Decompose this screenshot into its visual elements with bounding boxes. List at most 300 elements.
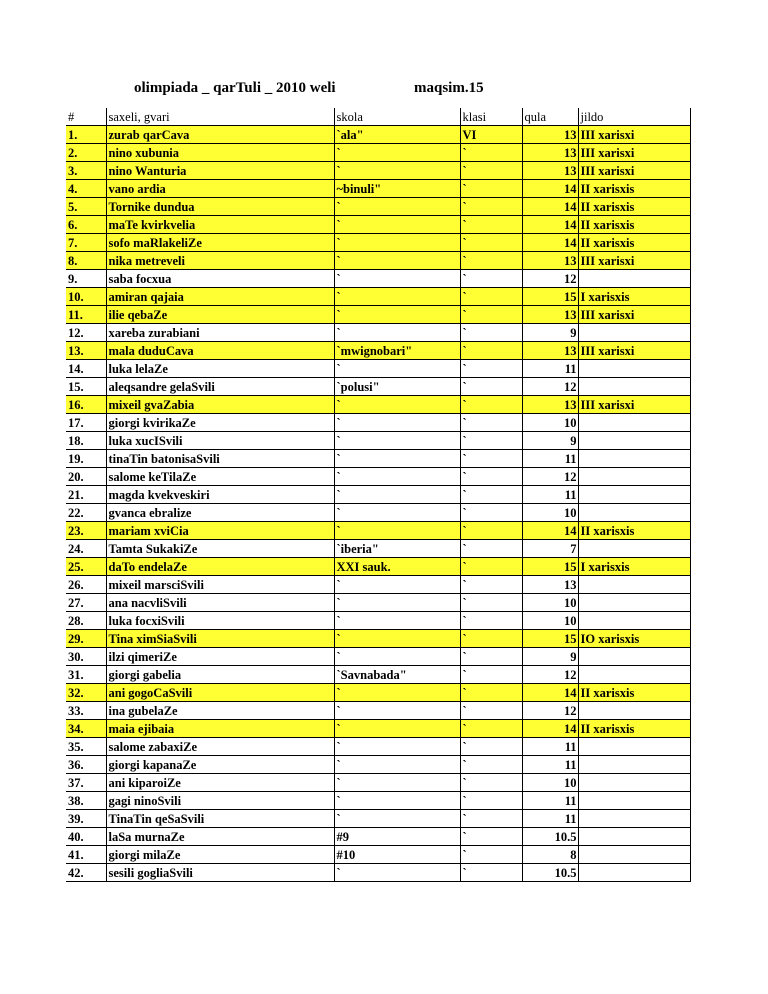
row-number: 22.: [66, 504, 106, 522]
award-level: [578, 756, 690, 774]
class-grade: `: [460, 702, 522, 720]
school-name: `: [334, 648, 460, 666]
class-grade: `: [460, 252, 522, 270]
school-name: ~binuli": [334, 180, 460, 198]
class-grade: `: [460, 450, 522, 468]
student-name: tinaTin batonisaSvili: [106, 450, 334, 468]
score-value: 13: [522, 576, 578, 594]
student-name: gvanca ebralize: [106, 504, 334, 522]
row-number: 39.: [66, 810, 106, 828]
student-name: luka focxiSvili: [106, 612, 334, 630]
row-number: 27.: [66, 594, 106, 612]
school-name: `: [334, 486, 460, 504]
table-row: [66, 180, 690, 198]
class-grade: `: [460, 684, 522, 702]
row-number: 30.: [66, 648, 106, 666]
row-number: 10.: [66, 288, 106, 306]
table-row: [66, 414, 690, 432]
score-value: 9: [522, 432, 578, 450]
award-level: [578, 846, 690, 864]
award-level: [578, 576, 690, 594]
score-value: 11: [522, 738, 578, 756]
class-grade: `: [460, 504, 522, 522]
score-value: 14: [522, 684, 578, 702]
table-row: [66, 396, 690, 414]
results-table: [66, 108, 691, 882]
score-value: 11: [522, 360, 578, 378]
school-name: `: [334, 864, 460, 882]
row-number: 41.: [66, 846, 106, 864]
class-grade: `: [460, 828, 522, 846]
school-name: `: [334, 612, 460, 630]
award-level: [578, 666, 690, 684]
student-name: ilzi qimeriZe: [106, 648, 334, 666]
score-value: 15: [522, 630, 578, 648]
school-name: `: [334, 594, 460, 612]
award-level: III xarisxi: [578, 342, 690, 360]
award-level: [578, 810, 690, 828]
table-row: [66, 810, 690, 828]
table-row: [66, 360, 690, 378]
class-grade: `: [460, 774, 522, 792]
school-name: `: [334, 450, 460, 468]
score-value: 8: [522, 846, 578, 864]
col-score-header: qula: [522, 108, 578, 126]
table-row: [66, 468, 690, 486]
student-name: mixeil gvaZabia: [106, 396, 334, 414]
score-value: 12: [522, 666, 578, 684]
row-number: 31.: [66, 666, 106, 684]
award-level: [578, 450, 690, 468]
row-number: 16.: [66, 396, 106, 414]
class-grade: `: [460, 756, 522, 774]
row-number: 18.: [66, 432, 106, 450]
row-number: 15.: [66, 378, 106, 396]
table-row: [66, 198, 690, 216]
school-name: `: [334, 792, 460, 810]
class-grade: `: [460, 630, 522, 648]
table-row: [66, 432, 690, 450]
student-name: mixeil marsciSvili: [106, 576, 334, 594]
award-level: [578, 414, 690, 432]
student-name: salome keTilaZe: [106, 468, 334, 486]
school-name: `Savnabada": [334, 666, 460, 684]
school-name: #9: [334, 828, 460, 846]
table-row: [66, 162, 690, 180]
class-grade: `: [460, 864, 522, 882]
table-row: [66, 630, 690, 648]
class-grade: `: [460, 576, 522, 594]
award-level: [578, 486, 690, 504]
score-value: 11: [522, 486, 578, 504]
table-row: [66, 666, 690, 684]
score-value: 13: [522, 252, 578, 270]
award-level: [578, 828, 690, 846]
class-grade: `: [460, 594, 522, 612]
student-name: nino xubunia: [106, 144, 334, 162]
class-grade: `: [460, 810, 522, 828]
table-row: [66, 342, 690, 360]
award-level: [578, 378, 690, 396]
row-number: 32.: [66, 684, 106, 702]
award-level: [578, 324, 690, 342]
award-level: III xarisxi: [578, 144, 690, 162]
class-grade: `: [460, 378, 522, 396]
award-level: III xarisxi: [578, 306, 690, 324]
school-name: `: [334, 252, 460, 270]
score-value: 9: [522, 324, 578, 342]
class-grade: `: [460, 216, 522, 234]
award-level: II xarisxis: [578, 216, 690, 234]
score-value: 14: [522, 180, 578, 198]
award-level: II xarisxis: [578, 198, 690, 216]
row-number: 26.: [66, 576, 106, 594]
row-number: 6.: [66, 216, 106, 234]
award-level: I xarisxis: [578, 558, 690, 576]
class-grade: `: [460, 558, 522, 576]
award-level: [578, 360, 690, 378]
class-grade: `: [460, 846, 522, 864]
award-level: IO xarisxis: [578, 630, 690, 648]
school-name: `: [334, 288, 460, 306]
row-number: 36.: [66, 756, 106, 774]
row-number: 20.: [66, 468, 106, 486]
table-row: [66, 792, 690, 810]
row-number: 34.: [66, 720, 106, 738]
table-row: [66, 864, 690, 882]
row-number: 37.: [66, 774, 106, 792]
class-grade: `: [460, 198, 522, 216]
table-row: [66, 612, 690, 630]
school-name: `: [334, 216, 460, 234]
award-level: [578, 792, 690, 810]
score-value: 10: [522, 612, 578, 630]
row-number: 25.: [66, 558, 106, 576]
class-grade: `: [460, 342, 522, 360]
school-name: `iberia": [334, 540, 460, 558]
class-grade: `: [460, 720, 522, 738]
school-name: `: [334, 432, 460, 450]
student-name: Tina ximSiaSvili: [106, 630, 334, 648]
student-name: maia ejibaia: [106, 720, 334, 738]
award-level: [578, 540, 690, 558]
table-row: [66, 144, 690, 162]
col-name-header: saxeli, gvari: [106, 108, 334, 126]
col-class-header: klasi: [460, 108, 522, 126]
table-row: [66, 648, 690, 666]
class-grade: `: [460, 324, 522, 342]
school-name: `: [334, 684, 460, 702]
student-name: laSa murnaZe: [106, 828, 334, 846]
table-row: [66, 378, 690, 396]
school-name: `: [334, 144, 460, 162]
row-number: 5.: [66, 198, 106, 216]
score-value: 15: [522, 558, 578, 576]
row-number: 13.: [66, 342, 106, 360]
student-name: luka xucISvili: [106, 432, 334, 450]
class-grade: `: [460, 288, 522, 306]
student-name: ani kiparoiZe: [106, 774, 334, 792]
row-number: 3.: [66, 162, 106, 180]
class-grade: `: [460, 468, 522, 486]
table-row: [66, 504, 690, 522]
award-level: II xarisxis: [578, 180, 690, 198]
award-level: [578, 864, 690, 882]
student-name: nino Wanturia: [106, 162, 334, 180]
class-grade: `: [460, 648, 522, 666]
award-level: III xarisxi: [578, 126, 690, 144]
score-value: 11: [522, 810, 578, 828]
table-row: [66, 756, 690, 774]
col-award-header: jildo: [578, 108, 690, 126]
score-value: 13: [522, 126, 578, 144]
student-name: maTe kvirkvelia: [106, 216, 334, 234]
row-number: 1.: [66, 126, 106, 144]
row-number: 17.: [66, 414, 106, 432]
class-grade: `: [460, 738, 522, 756]
score-value: 10.5: [522, 864, 578, 882]
student-name: xareba zurabiani: [106, 324, 334, 342]
score-value: 13: [522, 162, 578, 180]
class-grade: `: [460, 486, 522, 504]
award-level: II xarisxis: [578, 522, 690, 540]
row-number: 8.: [66, 252, 106, 270]
student-name: TinaTin qeSaSvili: [106, 810, 334, 828]
score-value: 11: [522, 792, 578, 810]
score-value: 13: [522, 306, 578, 324]
student-name: zurab qarCava: [106, 126, 334, 144]
school-name: `: [334, 504, 460, 522]
row-number: 21.: [66, 486, 106, 504]
school-name: `: [334, 360, 460, 378]
table-row: [66, 252, 690, 270]
award-level: [578, 738, 690, 756]
row-number: 4.: [66, 180, 106, 198]
score-value: 14: [522, 198, 578, 216]
row-number: 7.: [66, 234, 106, 252]
score-value: 14: [522, 234, 578, 252]
class-grade: `: [460, 306, 522, 324]
score-value: 7: [522, 540, 578, 558]
student-name: ina gubelaZe: [106, 702, 334, 720]
school-name: XXI sauk.: [334, 558, 460, 576]
award-level: II xarisxis: [578, 720, 690, 738]
student-name: giorgi kvirikaZe: [106, 414, 334, 432]
score-value: 14: [522, 720, 578, 738]
table-row: [66, 558, 690, 576]
class-grade: `: [460, 792, 522, 810]
school-name: `: [334, 198, 460, 216]
class-grade: VI: [460, 126, 522, 144]
school-name: `: [334, 468, 460, 486]
score-value: 10: [522, 414, 578, 432]
table-row: [66, 720, 690, 738]
student-name: giorgi kapanaZe: [106, 756, 334, 774]
student-name: magda kvekveskiri: [106, 486, 334, 504]
row-number: 33.: [66, 702, 106, 720]
student-name: saba focxua: [106, 270, 334, 288]
class-grade: `: [460, 396, 522, 414]
school-name: `: [334, 270, 460, 288]
school-name: `: [334, 630, 460, 648]
row-number: 35.: [66, 738, 106, 756]
student-name: mala duduCava: [106, 342, 334, 360]
school-name: `: [334, 396, 460, 414]
school-name: `: [334, 576, 460, 594]
school-name: `ala": [334, 126, 460, 144]
row-number: 19.: [66, 450, 106, 468]
score-value: 12: [522, 702, 578, 720]
score-value: 9: [522, 648, 578, 666]
table-row: [66, 450, 690, 468]
score-value: 10: [522, 774, 578, 792]
class-grade: `: [460, 234, 522, 252]
row-number: 29.: [66, 630, 106, 648]
max-score-label: maqsim.15: [414, 80, 484, 96]
score-value: 12: [522, 270, 578, 288]
row-number: 40.: [66, 828, 106, 846]
school-name: `mwignobari": [334, 342, 460, 360]
student-name: aleqsandre gelaSvili: [106, 378, 334, 396]
col-number-header: #: [66, 108, 106, 126]
student-name: nika metreveli: [106, 252, 334, 270]
award-level: [578, 648, 690, 666]
table-row: [66, 828, 690, 846]
student-name: sofo maRlakeliZe: [106, 234, 334, 252]
student-name: giorgi gabelia: [106, 666, 334, 684]
score-value: 14: [522, 522, 578, 540]
school-name: `: [334, 234, 460, 252]
table-row: [66, 522, 690, 540]
student-name: ani gogoCaSvili: [106, 684, 334, 702]
row-number: 42.: [66, 864, 106, 882]
student-name: luka lelaZe: [106, 360, 334, 378]
table-row: [66, 846, 690, 864]
award-level: III xarisxi: [578, 396, 690, 414]
row-number: 24.: [66, 540, 106, 558]
row-number: 12.: [66, 324, 106, 342]
award-level: III xarisxi: [578, 162, 690, 180]
score-value: 10: [522, 504, 578, 522]
table-row: [66, 702, 690, 720]
student-name: Tornike dundua: [106, 198, 334, 216]
student-name: sesili gogliaSvili: [106, 864, 334, 882]
class-grade: `: [460, 432, 522, 450]
class-grade: `: [460, 270, 522, 288]
table-row: [66, 576, 690, 594]
school-name: `: [334, 306, 460, 324]
class-grade: `: [460, 360, 522, 378]
school-name: `: [334, 414, 460, 432]
school-name: `: [334, 738, 460, 756]
table-row: [66, 486, 690, 504]
class-grade: `: [460, 180, 522, 198]
class-grade: `: [460, 540, 522, 558]
award-level: [578, 468, 690, 486]
award-level: [578, 594, 690, 612]
student-name: salome zabaxiZe: [106, 738, 334, 756]
award-level: II xarisxis: [578, 234, 690, 252]
award-level: II xarisxis: [578, 684, 690, 702]
award-level: [578, 774, 690, 792]
class-grade: `: [460, 666, 522, 684]
award-level: III xarisxi: [578, 252, 690, 270]
award-level: I xarisxis: [578, 288, 690, 306]
student-name: vano ardia: [106, 180, 334, 198]
row-number: 23.: [66, 522, 106, 540]
school-name: `polusi": [334, 378, 460, 396]
student-name: ana nacvliSvili: [106, 594, 334, 612]
student-name: gagi ninoSvili: [106, 792, 334, 810]
school-name: `: [334, 774, 460, 792]
school-name: `: [334, 324, 460, 342]
row-number: 38.: [66, 792, 106, 810]
class-grade: `: [460, 522, 522, 540]
table-row: [66, 126, 690, 144]
student-name: amiran qajaia: [106, 288, 334, 306]
row-number: 2.: [66, 144, 106, 162]
award-level: [578, 702, 690, 720]
class-grade: `: [460, 162, 522, 180]
school-name: `: [334, 162, 460, 180]
table-row: [66, 306, 690, 324]
score-value: 13: [522, 144, 578, 162]
score-value: 12: [522, 378, 578, 396]
school-name: #10: [334, 846, 460, 864]
award-level: [578, 504, 690, 522]
table-row: [66, 738, 690, 756]
class-grade: `: [460, 144, 522, 162]
table-row: [66, 594, 690, 612]
table-row: [66, 216, 690, 234]
student-name: giorgi milaZe: [106, 846, 334, 864]
score-value: 13: [522, 342, 578, 360]
award-level: [578, 612, 690, 630]
school-name: `: [334, 720, 460, 738]
student-name: Tamta SukakiZe: [106, 540, 334, 558]
row-number: 11.: [66, 306, 106, 324]
award-level: [578, 432, 690, 450]
document-title: [0, 76, 768, 104]
table-row: [66, 540, 690, 558]
school-name: `: [334, 522, 460, 540]
table-row: [66, 270, 690, 288]
table-row: [66, 324, 690, 342]
student-name: ilie qebaZe: [106, 306, 334, 324]
student-name: daTo endelaZe: [106, 558, 334, 576]
table-row: [66, 288, 690, 306]
school-name: `: [334, 702, 460, 720]
school-name: `: [334, 756, 460, 774]
col-school-header: skola: [334, 108, 460, 126]
score-value: 12: [522, 468, 578, 486]
table-row: [66, 774, 690, 792]
score-value: 15: [522, 288, 578, 306]
header-row: [66, 108, 690, 126]
row-number: 14.: [66, 360, 106, 378]
class-grade: `: [460, 414, 522, 432]
score-value: 11: [522, 450, 578, 468]
class-grade: `: [460, 612, 522, 630]
school-name: `: [334, 810, 460, 828]
row-number: 28.: [66, 612, 106, 630]
student-name: mariam xviCia: [106, 522, 334, 540]
table-row: [66, 234, 690, 252]
table-row: [66, 684, 690, 702]
score-value: 11: [522, 756, 578, 774]
award-level: [578, 270, 690, 288]
score-value: 13: [522, 396, 578, 414]
